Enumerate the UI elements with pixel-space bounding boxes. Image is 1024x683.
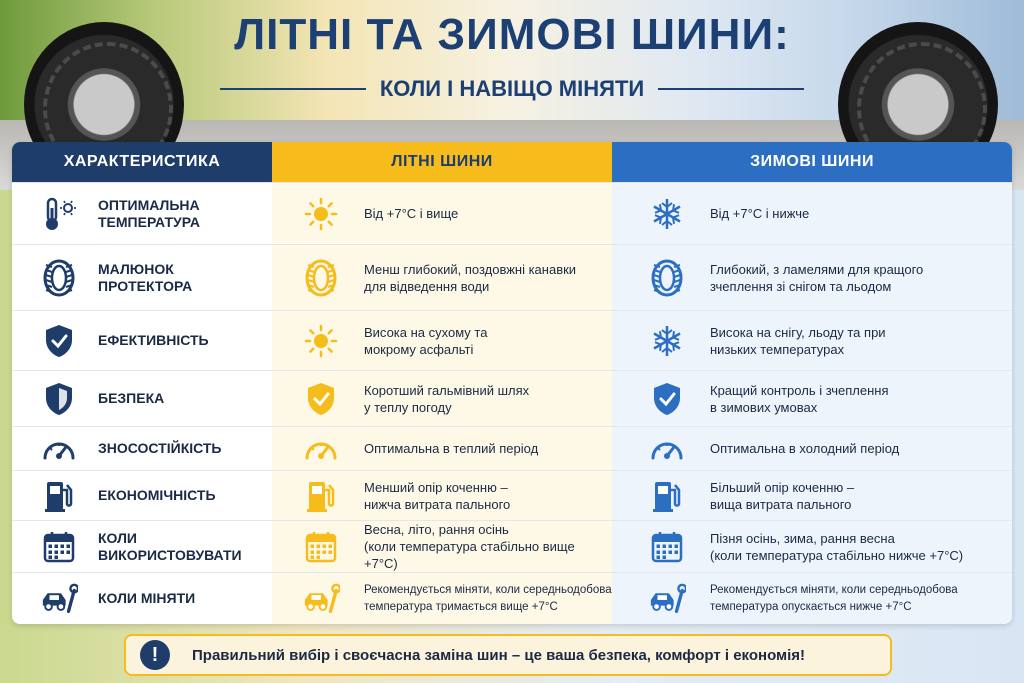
- summer-cell: [272, 471, 612, 520]
- car-wrench-icon: [40, 580, 78, 618]
- characteristic-cell: [12, 427, 272, 470]
- summer-cell-line: Рекомендується міняти, коли середньодобова: [364, 583, 612, 596]
- page-subtitle: КОЛИ І НАВІЩО МІНЯТИ: [379, 76, 645, 101]
- winter-cell-line: вища витрата пального: [710, 496, 852, 512]
- summer-cell-line: для відведення води: [364, 278, 490, 294]
- summer-cell: [272, 311, 612, 370]
- winter-cell-text: [710, 582, 958, 616]
- summer-cell-line: мокрому асфальті: [364, 341, 474, 357]
- table-body: [12, 182, 1012, 624]
- winter-cell: [612, 311, 1012, 370]
- gauge-icon: [40, 430, 78, 468]
- winter-cell-text: [710, 479, 854, 513]
- summer-cell-line: Менш глибокий, поздовжні канавки: [364, 261, 577, 277]
- characteristic-cell-text: [98, 261, 192, 295]
- summer-cell: [272, 521, 612, 572]
- summer-cell-line: Оптимальна в теплий період: [364, 441, 539, 456]
- winter-cell-line: Кращий контроль і зчеплення: [710, 382, 889, 398]
- characteristic-cell-line: ЕКОНОМІЧНІСТЬ: [98, 487, 216, 503]
- summer-cell-line: Весна, літо, рання осінь: [364, 522, 509, 537]
- winter-cell-line: зчеплення зі снігом та льодом: [710, 278, 892, 294]
- fuel-pump-icon: [40, 477, 78, 515]
- gauge-icon: [302, 430, 340, 468]
- car-wrench-icon: [302, 580, 340, 618]
- footer-banner: [124, 634, 892, 676]
- characteristic-cell: [12, 471, 272, 520]
- shield-check-icon: [40, 322, 78, 360]
- summer-cell-line: Менший опір коченню –: [364, 479, 508, 495]
- summer-cell-line: у теплу погоду: [364, 399, 452, 415]
- characteristic-cell: [12, 521, 272, 572]
- summer-cell-text: [364, 521, 612, 572]
- fuel-pump-icon: [302, 477, 340, 515]
- characteristic-cell: [12, 311, 272, 370]
- comparison-table: [12, 142, 1012, 624]
- winter-cell: [612, 183, 1012, 244]
- summer-cell-text: [364, 479, 510, 513]
- characteristic-cell-text: [98, 197, 200, 231]
- sun-icon: [302, 322, 340, 360]
- calendar-icon: [302, 528, 340, 566]
- winter-cell-line: Більший опір коченню –: [710, 479, 855, 495]
- characteristic-cell-text: [98, 440, 222, 457]
- summer-cell-text: [364, 440, 538, 457]
- winter-cell-line: Висока на снігу, льоду та при: [710, 324, 886, 340]
- shield-check-icon: [302, 380, 340, 418]
- characteristic-cell-line: ТЕМПЕРАТУРА: [98, 213, 200, 230]
- winter-cell: [612, 471, 1012, 520]
- table-row: [12, 182, 1012, 244]
- winter-cell: [612, 573, 1012, 624]
- summer-cell-text: [364, 382, 529, 416]
- page-title: ЛІТНІ ТА ЗИМОВІ ШИНИ:: [234, 10, 790, 59]
- calendar-icon: [40, 528, 78, 566]
- shield-icon: [40, 380, 78, 418]
- summer-cell: [272, 573, 612, 624]
- summer-cell: [272, 183, 612, 244]
- summer-cell-line: Висока на сухому та: [364, 324, 488, 340]
- characteristic-cell-line: ЗНОСОСТІЙКІСТЬ: [98, 440, 222, 456]
- table-row: [12, 572, 1012, 624]
- characteristic-cell-line: МАЛЮНОК: [98, 260, 174, 277]
- subtitle-divider-left: [220, 88, 366, 90]
- table-row: [12, 426, 1012, 470]
- summer-cell-line: Від +7°C і вище: [364, 206, 459, 221]
- winter-cell: [612, 371, 1012, 426]
- calendar-icon: [648, 528, 686, 566]
- summer-cell-text: [364, 205, 458, 222]
- winter-cell-line: Рекомендується міняти, коли середньодобова: [710, 583, 958, 596]
- table-row: [12, 520, 1012, 572]
- winter-cell-line: (коли температура стабільно нижче +7°C): [710, 547, 964, 563]
- characteristic-cell-text: [98, 590, 195, 607]
- header-summer: ЛІТНІ ШИНИ: [272, 142, 612, 182]
- characteristic-cell-line: КОЛИ МІНЯТИ: [98, 590, 196, 606]
- winter-cell-text: [710, 324, 886, 358]
- summer-cell-line: температура тримається вище +7°C: [364, 600, 558, 613]
- subtitle-divider-right: [658, 88, 804, 90]
- table-row: [12, 470, 1012, 520]
- summer-cell-line: (коли температура стабільно вище +7°C): [364, 539, 575, 571]
- footer-text: Правильний вибір і своєчасна заміна шин – це ваша безпека, комфорт і економія!: [192, 646, 806, 664]
- winter-cell: [612, 427, 1012, 470]
- thermometer-sun-icon: [40, 195, 78, 233]
- characteristic-cell-line: ВИКОРИСТОВУВАТИ: [98, 546, 242, 563]
- car-wrench-icon: [648, 580, 686, 618]
- table-header: [12, 142, 1012, 182]
- winter-cell-text: [710, 205, 809, 222]
- winter-cell-line: Від +7°C і нижче: [710, 206, 810, 221]
- characteristic-cell-line: БЕЗПЕКА: [98, 390, 165, 406]
- characteristic-cell-text: [98, 390, 164, 407]
- characteristic-cell-line: ПРОТЕКТОРА: [98, 277, 193, 294]
- snowflake-icon: [648, 195, 686, 233]
- summer-cell-text: [364, 582, 612, 616]
- winter-cell-text: [710, 382, 889, 416]
- shield-check-icon: [648, 380, 686, 418]
- summer-cell-text: [364, 324, 487, 358]
- table-row: [12, 244, 1012, 310]
- characteristic-cell-line: ОПТИМАЛЬНА: [98, 196, 200, 213]
- characteristic-cell-text: [98, 487, 216, 504]
- characteristic-cell-text: [98, 332, 209, 349]
- summer-cell: [272, 427, 612, 470]
- winter-cell: [612, 521, 1012, 572]
- characteristic-cell: [12, 183, 272, 244]
- winter-cell-line: низьких температурах: [710, 341, 845, 357]
- fuel-pump-icon: [648, 477, 686, 515]
- winter-cell: [612, 245, 1012, 310]
- characteristic-cell: [12, 371, 272, 426]
- winter-cell-line: в зимових умовах: [710, 399, 818, 415]
- tire-tread-icon: [40, 259, 78, 297]
- sun-icon: [302, 195, 340, 233]
- winter-cell-text: [710, 261, 923, 295]
- subtitle-row: [220, 74, 804, 104]
- winter-cell-text: [710, 440, 899, 457]
- tire-tread-icon: [302, 259, 340, 297]
- winter-cell-text: [710, 530, 963, 564]
- summer-cell-text: [364, 261, 576, 295]
- summer-cell: [272, 245, 612, 310]
- characteristic-cell: [12, 245, 272, 310]
- summer-cell-line: нижча витрата пального: [364, 496, 511, 512]
- table-row: [12, 370, 1012, 426]
- characteristic-cell-line: КОЛИ: [98, 529, 137, 546]
- characteristic-cell-text: [98, 530, 242, 564]
- header-characteristic: ХАРАКТЕРИСТИКА: [12, 142, 272, 182]
- winter-cell-line: Оптимальна в холодний період: [710, 441, 900, 456]
- summer-cell: [272, 371, 612, 426]
- winter-cell-line: Пізня осінь, зима, рання весна: [710, 530, 895, 546]
- characteristic-cell: [12, 573, 272, 624]
- snowflake-icon: [648, 322, 686, 360]
- header-winter: ЗИМОВІ ШИНИ: [612, 142, 1012, 182]
- summer-cell-line: Коротший гальмівний шлях: [364, 382, 530, 398]
- table-row: [12, 310, 1012, 370]
- characteristic-cell-line: ЕФЕКТИВНІСТЬ: [98, 332, 209, 348]
- tire-tread-icon: [648, 259, 686, 297]
- gauge-icon: [648, 430, 686, 468]
- exclamation-icon: !: [140, 640, 170, 670]
- winter-cell-line: Глибокий, з ламелями для кращого: [710, 261, 924, 277]
- winter-cell-line: температура опускається нижче +7°C: [710, 600, 912, 613]
